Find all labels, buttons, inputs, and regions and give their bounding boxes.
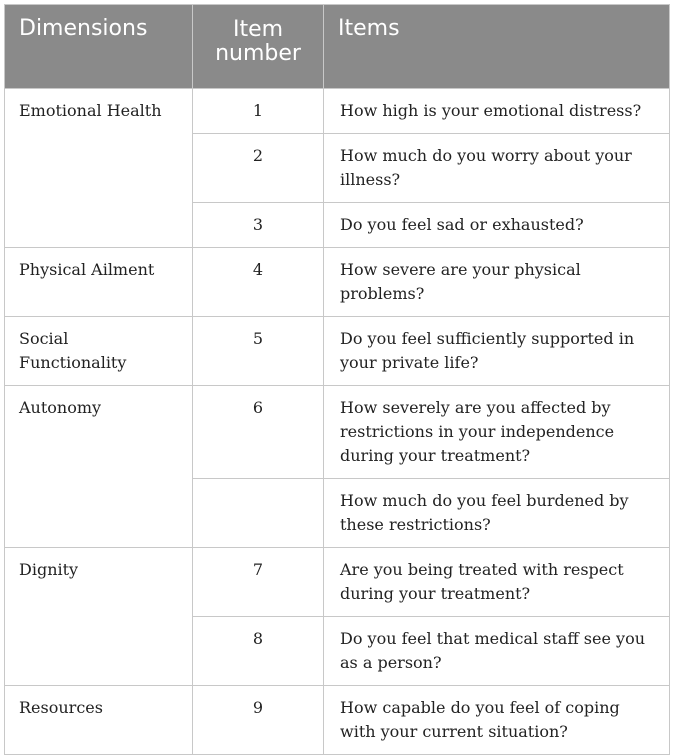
item-text-cell: Are you being treated with respect during your treatment? (324, 548, 670, 617)
header-item-number (193, 5, 324, 89)
item-text-cell: How much do you feel burdened by these restrictions? (324, 479, 670, 548)
table-header (5, 5, 670, 89)
dimension-cell-emotional-health: Emotional Health (5, 89, 193, 248)
table-row (5, 548, 670, 617)
item-text-cell: How much do you worry about your illness? (324, 134, 670, 203)
item-text-cell: How capable do you feel of coping with your current situation? (324, 686, 670, 755)
header-items: Items (324, 5, 670, 89)
dimension-cell-autonomy: Autonomy (5, 386, 193, 548)
item-number-cell: 3 (193, 203, 324, 248)
item-text-cell: Do you feel sufficiently supported in your private life? (324, 317, 670, 386)
dimension-cell-dignity: Dignity (5, 548, 193, 686)
item-text-cell: How high is your emotional distress? (324, 89, 670, 134)
item-number-cell (193, 479, 324, 548)
dimension-cell-social-functionality: Social Functionality (5, 317, 193, 386)
item-number-cell: 8 (193, 617, 324, 686)
item-number-cell: 7 (193, 548, 324, 617)
item-number-cell: 6 (193, 386, 324, 479)
dimension-cell-resources: Resources (5, 686, 193, 755)
item-text-cell: Do you feel sad or exhausted? (324, 203, 670, 248)
table-row (5, 317, 670, 386)
header-row (5, 5, 670, 89)
table-row (5, 686, 670, 755)
item-text-cell: Do you feel that medical staff see you as a person? (324, 617, 670, 686)
table-row (5, 386, 670, 479)
item-number-cell: 1 (193, 89, 324, 134)
item-number-cell: 9 (193, 686, 324, 755)
item-number-cell: 4 (193, 248, 324, 317)
header-item-number-line1: Item (232, 17, 284, 42)
header-item-number-line2: number (215, 41, 301, 66)
table-row (5, 89, 670, 134)
item-number-cell: 2 (193, 134, 324, 203)
dimensions-items-table (4, 4, 670, 755)
dimension-cell-physical-ailment: Physical Ailment (5, 248, 193, 317)
table-body (5, 89, 670, 755)
item-text-cell: How severe are your physical problems? (324, 248, 670, 317)
table-row (5, 248, 670, 317)
item-text-cell: How severely are you affected by restrictions in your independence during your treatment? (324, 386, 670, 479)
item-number-cell: 5 (193, 317, 324, 386)
header-dimensions: Dimensions (5, 5, 193, 89)
